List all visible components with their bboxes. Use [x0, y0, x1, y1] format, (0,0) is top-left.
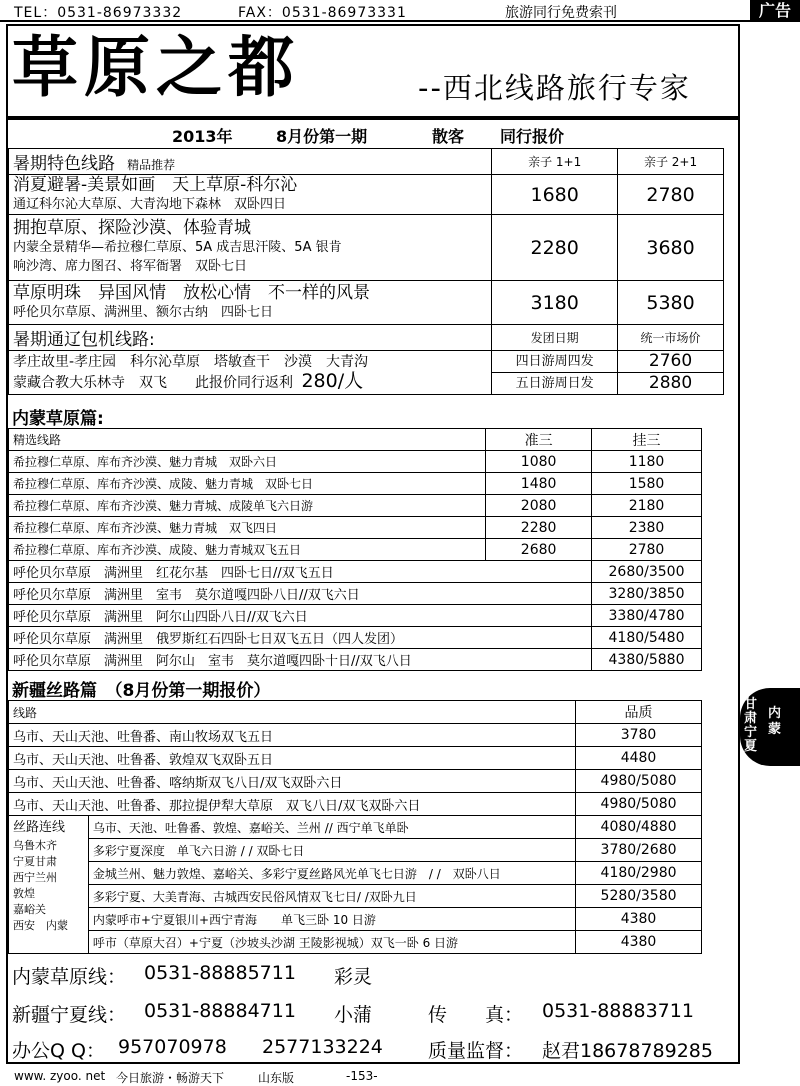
departure-date: 五日游周日发: [515, 376, 594, 391]
route-cell: 乌市、天山天池、吐鲁番、喀纳斯双飞八日/双飞双卧六日: [9, 770, 576, 793]
contact-label: 新疆宁夏线：: [12, 1004, 127, 1026]
charter-title-cell: [9, 325, 492, 351]
contact-person: 小蒲: [334, 1004, 373, 1026]
price-cell: 2680/3500: [592, 561, 702, 583]
city: 西安 内蒙: [13, 919, 68, 932]
ad-badge: 广告: [750, 0, 800, 22]
region-side-tab: [740, 688, 800, 766]
route-cell: 呼伦贝尔草原 满洲里 红花尔基 四卧七日//双飞五日: [9, 561, 592, 583]
contact-person: 赵君18678789285: [542, 1040, 713, 1062]
city: 敦煌: [13, 887, 35, 900]
footer: [0, 1066, 800, 1086]
route-cell: 呼伦贝尔草原 满洲里 阿尔山四卧八日//双飞六日: [9, 605, 592, 627]
col-header: 挂三: [592, 429, 702, 451]
market-price: 2760: [618, 351, 723, 373]
contact-label: 传 真：: [428, 1004, 524, 1026]
price-cell: 2380: [592, 517, 702, 539]
free-catalog-note: 旅游同行免费索刊: [505, 5, 617, 21]
city: 西宁兰州: [13, 871, 57, 884]
price-cell: 4980/5080: [576, 770, 702, 793]
city: 宁夏甘肃: [13, 855, 57, 868]
price-cell: 2680: [486, 539, 592, 561]
price-cell: 3180: [492, 281, 618, 325]
side-tab-inner: 内蒙: [768, 706, 782, 737]
price-cell: 4480: [576, 747, 702, 770]
inner-mongolia-heading: 内蒙草原篇:: [12, 409, 104, 429]
price-cell: 4180/5480: [592, 627, 702, 649]
qq-number: 957070978: [118, 1036, 227, 1058]
price-cell: 2780: [618, 175, 724, 215]
price-cell: 4380: [576, 931, 702, 954]
brand-slogan: --西北线路旅行专家: [418, 71, 691, 105]
top-bar: [0, 0, 800, 22]
col-header: 精选线路: [9, 429, 486, 451]
charter-line1: 孝庄故里-孝庄园 科尔沁草原 塔敏查干 沙漠 大青沟: [13, 353, 369, 370]
route-cell: 希拉穆仁草原、库布齐沙漠、魅力青城 双飞四日: [9, 517, 486, 539]
col-header: 品质: [576, 701, 702, 724]
price-cell: 4980/5080: [576, 793, 702, 816]
route-cell: 希拉穆仁草原、库布齐沙漠、成陵、魅力青城 双卧七日: [9, 473, 486, 495]
route-cell: 呼伦贝尔草原 满洲里 阿尔山 室韦 莫尔道嘎四卧十日//双飞八日: [9, 649, 592, 671]
route-cell: 希拉穆仁草原、库布齐沙漠、成陵、魅力青城双飞五日: [9, 539, 486, 561]
side-tab-outer: 甘肃宁夏: [744, 697, 758, 754]
price-cell: 2280: [486, 517, 592, 539]
silk-road-label: 丝路连线: [13, 820, 66, 835]
charter-title: 暑期通辽包机线路:: [13, 330, 155, 350]
price-cell: 4180/2980: [576, 862, 702, 885]
silk-road-cities: [9, 816, 89, 954]
price-cell: 1580: [592, 473, 702, 495]
route-cell: 呼伦贝尔草原 满洲里 室韦 莫尔道嘎四卧八日//双飞六日: [9, 583, 592, 605]
issue-heading: [8, 122, 738, 146]
issue-year: 2013年: [172, 127, 233, 146]
summer-title: 暑期特色线路: [13, 154, 115, 174]
charter-dates: [492, 351, 618, 395]
contact-inner-mongolia: [12, 962, 732, 988]
issue-type: 散客: [432, 127, 465, 146]
footer-site: www. zyoo. net: [14, 1069, 106, 1083]
market-price: 2880: [648, 373, 693, 393]
price-cell: 1480: [486, 473, 592, 495]
footer-brand: 今日旅游・畅游天下: [116, 1071, 225, 1085]
price-cell: 2280: [492, 215, 618, 281]
price-cell: 3280/3850: [592, 583, 702, 605]
charter-rebate: 280/人: [301, 369, 364, 392]
col-header: 准三: [486, 429, 592, 451]
summer-title-cell: [9, 149, 492, 175]
price-cell: 5280/3580: [576, 885, 702, 908]
contact-xinjiang: [12, 1000, 732, 1026]
price-cell: 1680: [492, 175, 618, 215]
fax-number: FAX：0531-86973331: [238, 5, 407, 21]
price-cell: 2780: [592, 539, 702, 561]
xinjiang-heading: 新疆丝路篇 （8月份第一期报价）: [12, 681, 271, 701]
route-cell: 希拉穆仁草原、库布齐沙漠、魅力青城、成陵单飞六日游: [9, 495, 486, 517]
col-header: 亲子 1+1: [492, 149, 618, 175]
contact-person: 彩灵: [334, 966, 373, 988]
price-cell: 3680: [618, 215, 724, 281]
qq-number: 2577133224: [262, 1036, 383, 1058]
route-cell: 乌市、天山天池、吐鲁番、那拉提伊犁大草原 双飞八日/双飞双卧六日: [9, 793, 576, 816]
route-cell: 金城兰州、魅力敦煌、嘉峪关、多彩宁夏丝路风光单飞七日游 / / 双卧八日: [88, 862, 575, 885]
price-cell: 4080/4880: [576, 816, 702, 839]
brand-logo: 草原之都: [12, 29, 300, 106]
price-cell: 4380: [576, 908, 702, 931]
charter-line2: 蒙藏合教大乐林寺 双飞 此报价同行返利: [13, 374, 293, 391]
price-cell: 1180: [592, 451, 702, 473]
route-cell: [9, 281, 492, 325]
charter-detail-cell: [9, 351, 492, 395]
col-header: 发团日期: [492, 325, 618, 351]
price-cell: 3380/4780: [592, 605, 702, 627]
route-cell: 呼伦贝尔草原 满洲里 俄罗斯红石四卧七日双飞五日（四人发团）: [9, 627, 592, 649]
contact-label: 内蒙草原线：: [12, 966, 127, 988]
route-detail: 呼伦贝尔草原、满洲里、额尔古纳 四卧七日: [13, 304, 274, 320]
summer-table: [8, 148, 724, 395]
route-cell: [9, 215, 492, 281]
tel-number: TEL：0531-86973332: [14, 5, 183, 21]
route-title: 草原明珠 异国风情 放松心情 不一样的风景: [13, 282, 370, 303]
contact-label: 质量监督：: [428, 1040, 524, 1062]
route-cell: 乌市、天山天池、吐鲁番、敦煌双飞双卧五日: [9, 747, 576, 770]
price-cell: 2080: [486, 495, 592, 517]
route-title: 拥抱草原、探险沙漠、体验青城: [13, 218, 251, 238]
route-cell: 多彩宁夏、大美青海、古城西安民俗风情双飞七日/ /双卧九日: [88, 885, 575, 908]
page-number: -153-: [346, 1069, 378, 1083]
price-cell: 4380/5880: [592, 649, 702, 671]
route-cell: 乌市、天山天池、吐鲁番、南山牧场双飞五日: [9, 724, 576, 747]
route-detail: 响沙湾、席力图召、将军衙署 双卧七日: [13, 259, 248, 274]
footer-edition: 山东版: [258, 1071, 295, 1085]
route-cell: 乌市、天池、吐鲁番、敦煌、嘉峪关、兰州 // 西宁单飞单卧: [88, 816, 575, 839]
col-header: 线路: [9, 701, 576, 724]
xinjiang-table: [8, 700, 702, 954]
contact-qq: [12, 1036, 732, 1062]
route-cell: 呼市（草原大召）+宁夏（沙坡头沙湖 王陵影视城）双飞一卧 6 日游: [88, 931, 575, 954]
price-cell: 3780: [576, 724, 702, 747]
route-detail: 通辽科尔沁大草原、大青沟地下森林 双卧四日: [13, 196, 287, 212]
route-cell: 希拉穆仁草原、库布齐沙漠、魅力青城 双卧六日: [9, 451, 486, 473]
contact-phone: 0531-88883711: [542, 1000, 694, 1022]
price-cell: 2180: [592, 495, 702, 517]
route-cell: 多彩宁夏深度 单飞六日游 / / 双卧七日: [88, 839, 575, 862]
contact-label: 办公Q Q：: [12, 1040, 105, 1062]
city: 乌鲁木齐: [13, 839, 57, 852]
city: 嘉峪关: [13, 903, 46, 916]
departure-date: 四日游周四发: [492, 351, 617, 373]
price-cell: 1080: [486, 451, 592, 473]
price-cell: 3780/2680: [576, 839, 702, 862]
route-detail: 内蒙全景精华—希拉穆仁草原、5A 成吉思汗陵、5A 银肯: [13, 240, 342, 255]
price-cell: 5380: [618, 281, 724, 325]
issue-price-label: 同行报价: [500, 127, 565, 146]
col-header: 亲子 2+1: [618, 149, 724, 175]
charter-prices: [618, 351, 724, 395]
divider: [8, 116, 738, 120]
issue-month: 8月份第一期: [276, 127, 368, 146]
route-cell: 内蒙呼市+宁夏银川+西宁青海 单飞三卧 10 日游: [88, 908, 575, 931]
col-header: 统一市场价: [618, 325, 724, 351]
route-title: 消夏避暑-美景如画 天上草原-科尔沁: [13, 174, 298, 195]
contact-phone: 0531-88884711: [144, 1000, 296, 1022]
contact-phone: 0531-88885711: [144, 962, 296, 984]
route-cell: [9, 175, 492, 215]
summer-tag: 精品推荐: [127, 158, 176, 172]
inner-mongolia-table: [8, 428, 702, 671]
